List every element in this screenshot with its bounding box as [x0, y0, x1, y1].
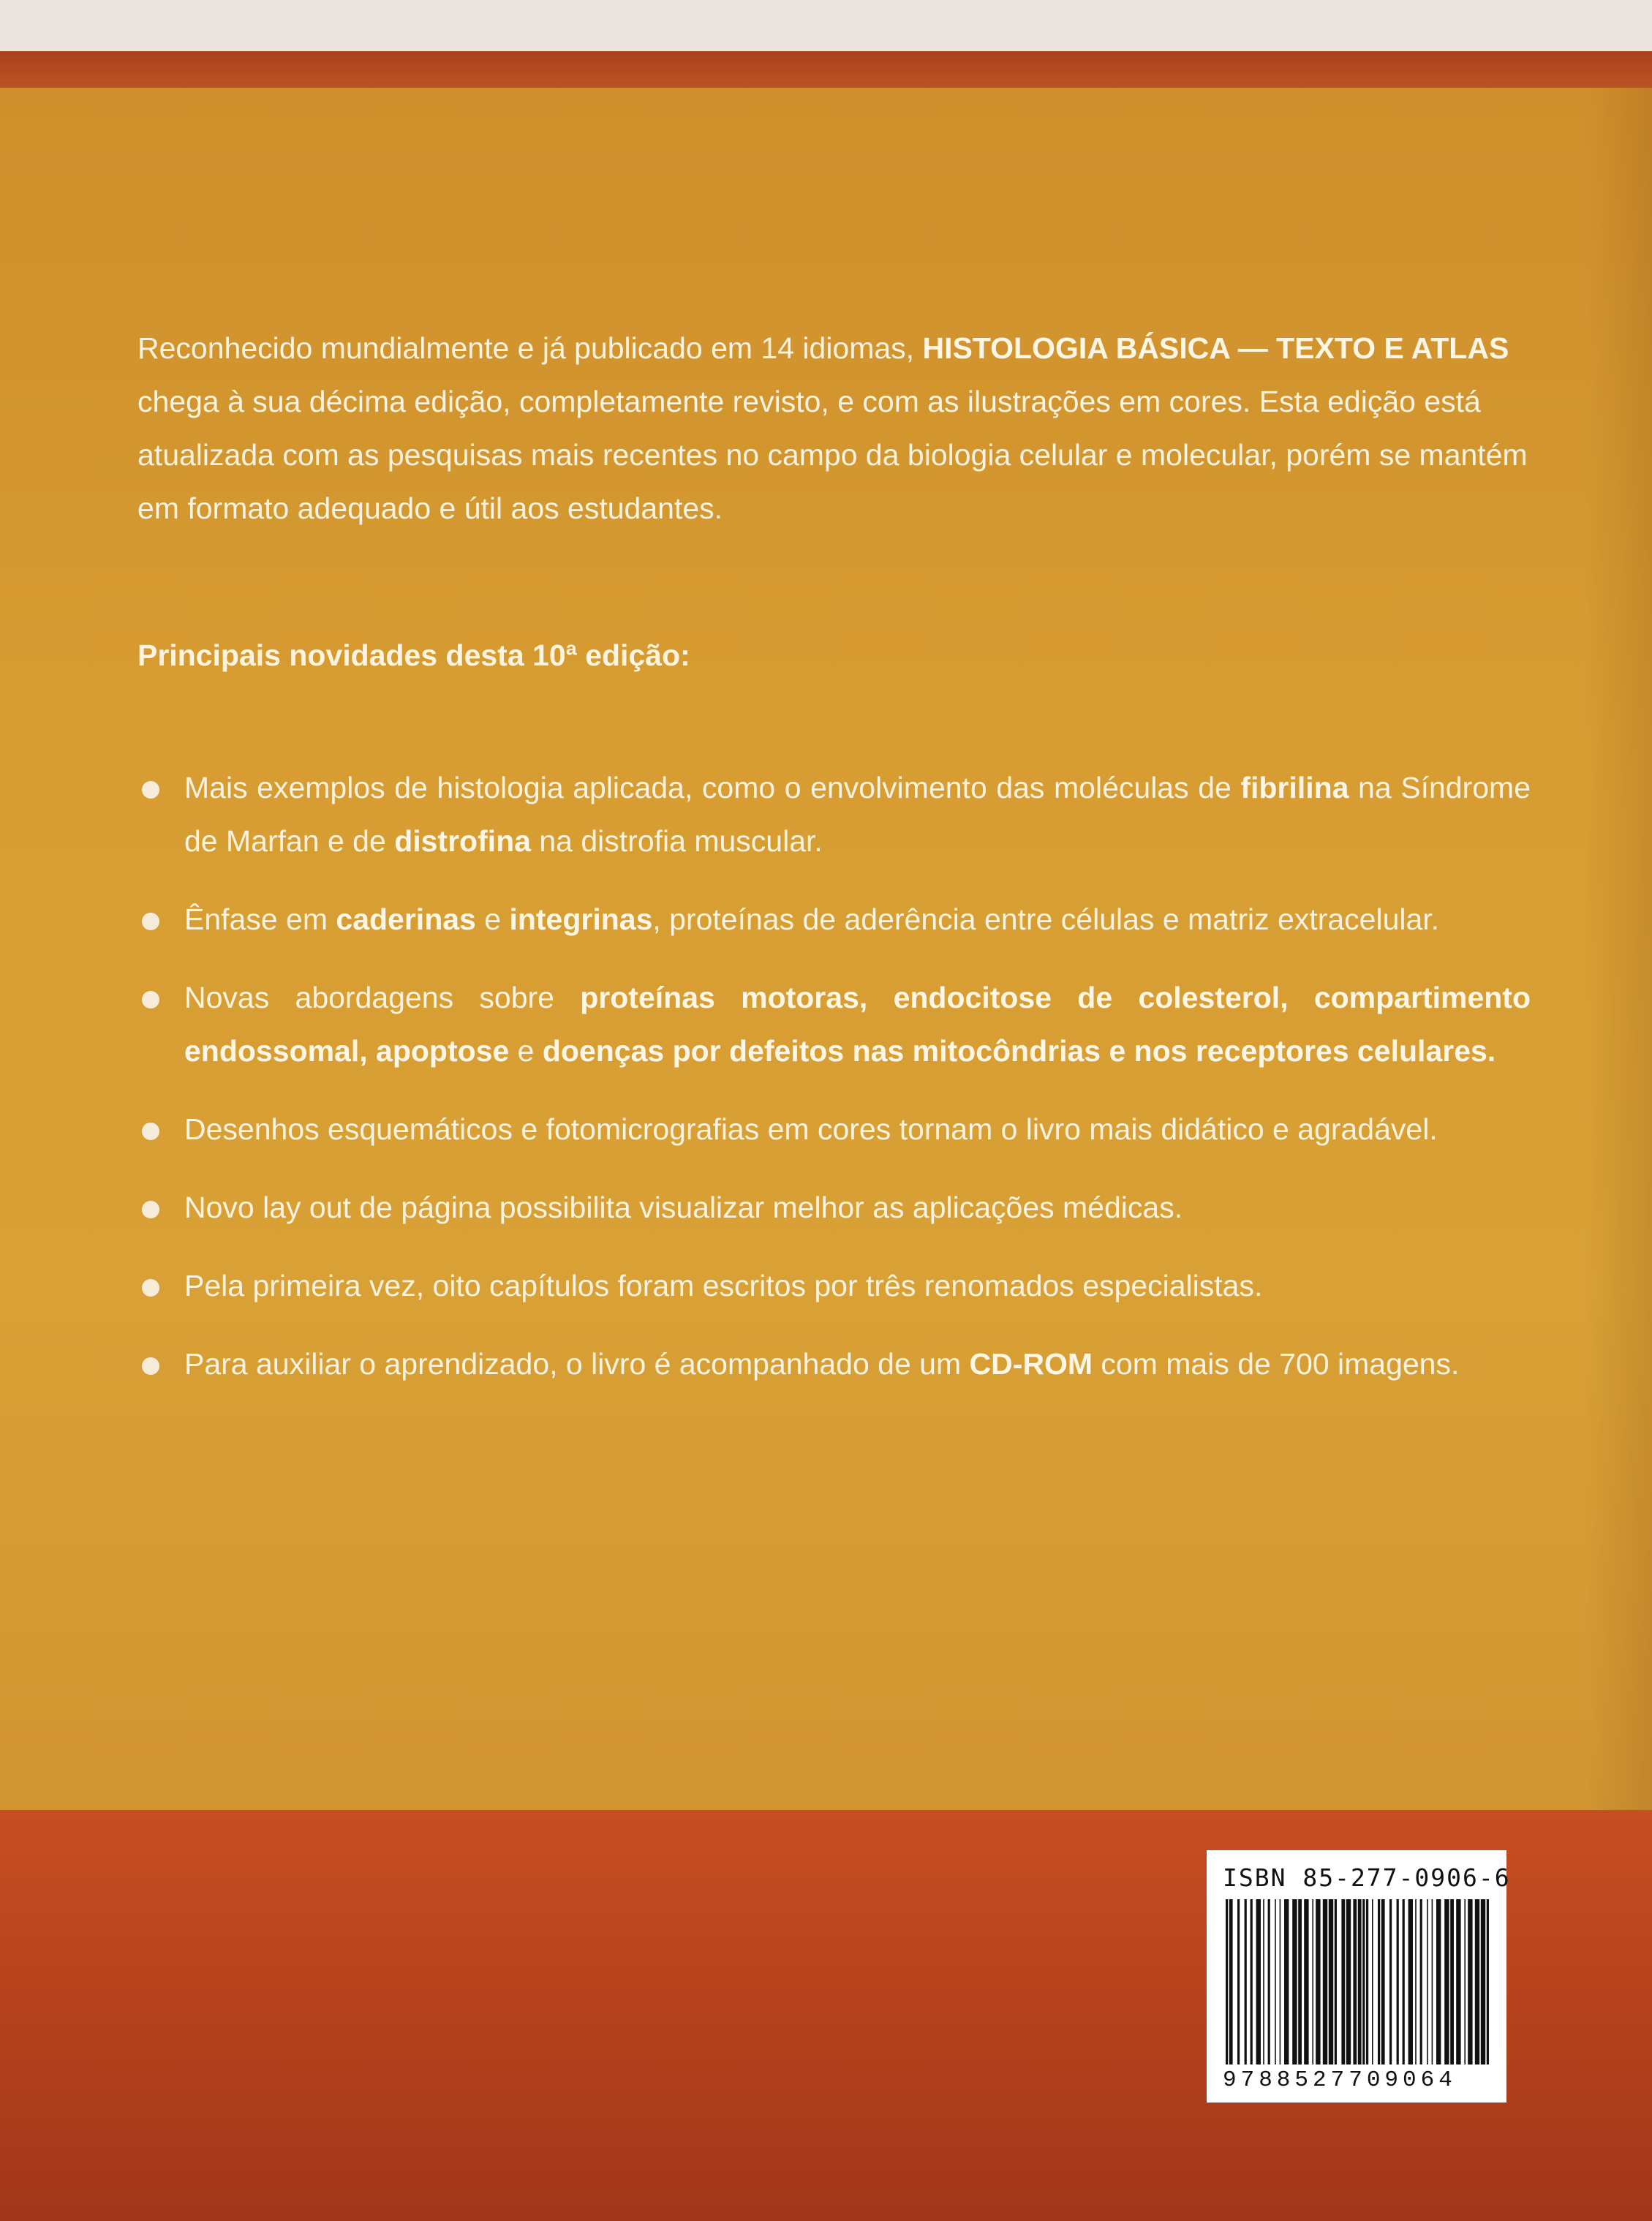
item-keyword: integrinas — [509, 902, 653, 936]
item-text: Novas abordagens sobre — [184, 981, 581, 1014]
features-heading: Principais novidades desta 10ª edição: — [137, 638, 690, 672]
list-item — [137, 1181, 1531, 1234]
item-text: com mais de 700 imagens. — [1093, 1347, 1460, 1381]
item-text: Para auxiliar o aprendizado, o livro é acompanhado de um — [184, 1347, 970, 1381]
book-title: HISTOLOGIA BÁSICA — TEXTO E ATLAS — [922, 331, 1509, 365]
isbn-barcode-label — [1207, 1850, 1511, 2103]
item-text: e — [509, 1034, 543, 1068]
item-keyword: doenças por defeitos nas mitocôndrias e nos receptores celulares. — [542, 1034, 1496, 1068]
item-keyword: caderinas — [336, 902, 476, 936]
item-text: Pela primeira vez, oito capítulos foram escritos por três renomados especialistas. — [184, 1269, 1263, 1302]
back-cover-text — [137, 322, 1531, 1416]
top-color-band — [0, 51, 1652, 88]
intro-text-1: Reconhecido mundialmente e já publicado em 14 idiomas, — [137, 331, 923, 365]
intro-paragraph — [137, 322, 1531, 535]
item-text: Desenhos esquemáticos e fotomicrografias em cores tornam o livro mais didático e agradável. — [184, 1112, 1438, 1146]
list-item — [137, 1338, 1531, 1391]
intro-text-2: chega à sua décima edição, completamente revisto, e com as ilustrações em cores. Esta edição está atualizada com as pesquisas mais recentes no campo da biologia celular e molecular, porém se mantém em formato adequado e útil aos estudantes. — [137, 385, 1528, 525]
item-text: e — [475, 902, 510, 936]
item-keyword: proteínas motoras, endocitose de colesterol, compartimento endossomal, apoptose — [184, 981, 1531, 1068]
item-keyword: distrofina — [394, 824, 531, 858]
item-keyword: fibrilina — [1240, 771, 1349, 804]
item-text: na distrofia muscular. — [530, 824, 823, 858]
item-text: na Síndrome de Marfan e de — [184, 771, 1531, 858]
ean-number: 9788527709064 — [1223, 2067, 1457, 2093]
list-item — [137, 1259, 1531, 1313]
item-keyword: CD-ROM — [969, 1347, 1093, 1381]
list-item — [137, 761, 1531, 868]
item-text: Ênfase em — [184, 902, 336, 936]
features-list — [137, 761, 1531, 1391]
item-text: , proteínas de aderência entre células e matriz extracelular. — [652, 902, 1440, 936]
list-item — [137, 971, 1531, 1078]
barcode-icon — [1223, 1899, 1490, 2067]
item-text: Novo lay out de página possibilita visualizar melhor as aplicações médicas. — [184, 1191, 1183, 1224]
item-text: Mais exemplos de histologia aplicada, como o envolvimento das moléculas de — [184, 771, 1241, 804]
list-item — [137, 893, 1531, 946]
list-item — [137, 1103, 1531, 1156]
isbn-number: ISBN 85-277-0906-6 — [1223, 1863, 1511, 1892]
